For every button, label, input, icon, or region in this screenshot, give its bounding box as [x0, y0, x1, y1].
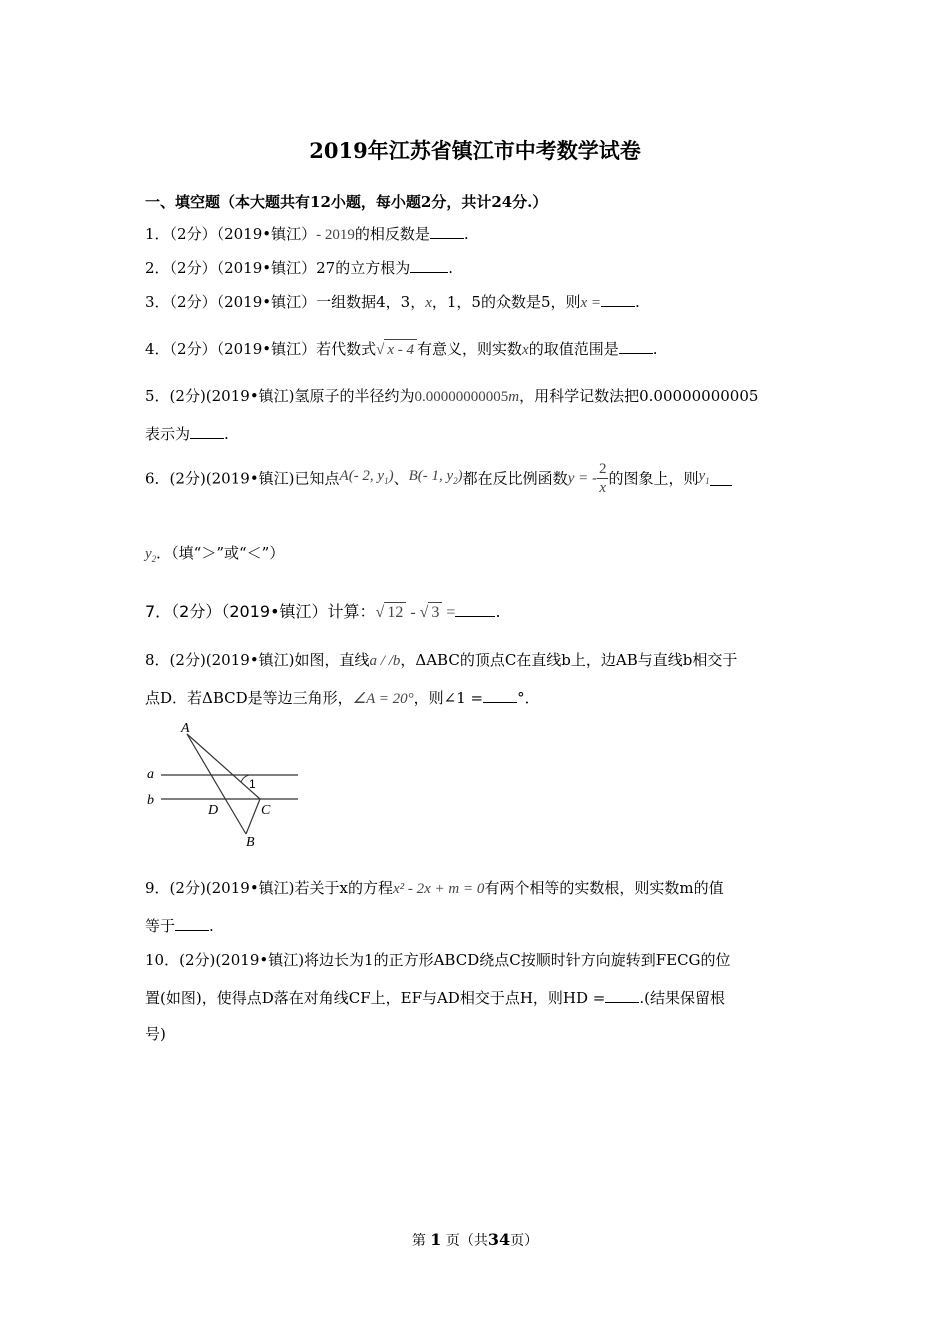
- label-B: B: [246, 835, 255, 850]
- label-b: b: [147, 793, 154, 808]
- label-a: a: [147, 767, 154, 782]
- label-1: 1: [249, 777, 256, 791]
- answer-blank[interactable]: [710, 471, 732, 486]
- question-3: 3．（2分）（2019•镇江）一组数据4，3，x，1，5的众数是5，则x = .: [145, 293, 640, 311]
- question-9-line-2: 等于 .: [145, 917, 214, 935]
- question-8-line-1: 8．(2分)(2019•镇江)如图，直线a / /b，ΔABC的顶点C在直线b上，边AB与直线b相交于: [145, 651, 738, 669]
- question-6-line-2: $y_2$．（填“＞”或“＜”）: [145, 544, 285, 564]
- fraction: $\frac{2}{x}$: [598, 461, 607, 496]
- angle-1-arc: [241, 775, 249, 782]
- answer-blank[interactable]: [601, 292, 635, 307]
- answer-blank[interactable]: [605, 988, 639, 1003]
- segment-bc: [246, 799, 260, 834]
- total-pages: 34: [487, 1230, 511, 1249]
- answer-blank[interactable]: [455, 602, 495, 617]
- label-C: C: [261, 803, 271, 818]
- question-1: 1．（2分）（2019•镇江）- 2019的相反数是 .: [145, 225, 469, 243]
- question-5-line-2: 表示为 .: [145, 425, 229, 443]
- label-A: A: [181, 721, 190, 736]
- answer-blank[interactable]: [410, 258, 448, 273]
- question-5-line-1: 5．(2分)(2019•镇江)氢原子的半径约为0.00000000005m，用科学记数法把0.00000000005: [145, 387, 759, 405]
- question-2: 2．（2分）（2019•镇江）27的立方根为 .: [145, 259, 453, 277]
- segment-ab: [187, 734, 246, 834]
- answer-blank[interactable]: [483, 688, 517, 703]
- triangle-figure: [143, 718, 303, 852]
- answer-blank[interactable]: [190, 424, 224, 439]
- page-title: 2019年江苏省镇江市中考数学试卷: [309, 138, 641, 163]
- question-8-line-2: 点D．若ΔBCD是等边三角形，∠A = 20°，则∠1 = °．: [145, 689, 540, 707]
- sqrt-sign: √: [375, 604, 385, 621]
- question-6-line-1: 6．(2分)(2019•镇江)已知点A(- 2, $y_1$)、B(- 1, $y_2$)都在反比例函数y = - $\frac{2}{x}$ 的图象上，则$y_1$: [145, 460, 732, 497]
- question-10-line-1: 10．(2分)(2019•镇江)将边长为1的正方形ABCD绕点C按顺时针方向旋转到FECG的位: [145, 951, 731, 969]
- answer-blank[interactable]: [175, 916, 209, 931]
- sqrt-sign: √: [419, 604, 429, 621]
- answer-blank[interactable]: [619, 339, 653, 354]
- page-footer: 第 1 页（共34页）: [411, 1230, 539, 1249]
- section-heading: 一、填空题（本大题共有12小题，每小题2分，共计24分.）: [145, 193, 548, 211]
- question-10-line-2: 置(如图)，使得点D落在对角线CF上，EF与AD相交于点H，则HD = .(结果保留根: [145, 989, 725, 1007]
- question-9-line-1: 9．(2分)(2019•镇江)若关于x的方程x² - 2x + m = 0有两个相等的实数根，则实数m的值: [145, 879, 724, 897]
- question-7: 7．（2分）（2019•镇江）计算：√ 12 - √ 3 = .: [145, 602, 501, 621]
- question-10-line-3: 号): [145, 1025, 166, 1043]
- page-number: 1: [430, 1230, 442, 1249]
- label-D: D: [208, 803, 219, 818]
- question-4: 4．（2分）（2019•镇江）若代数式√ x - 4 有意义，则实数x的取值范围是 .: [145, 340, 658, 358]
- answer-blank[interactable]: [430, 224, 464, 239]
- sqrt-sign: √: [376, 342, 385, 358]
